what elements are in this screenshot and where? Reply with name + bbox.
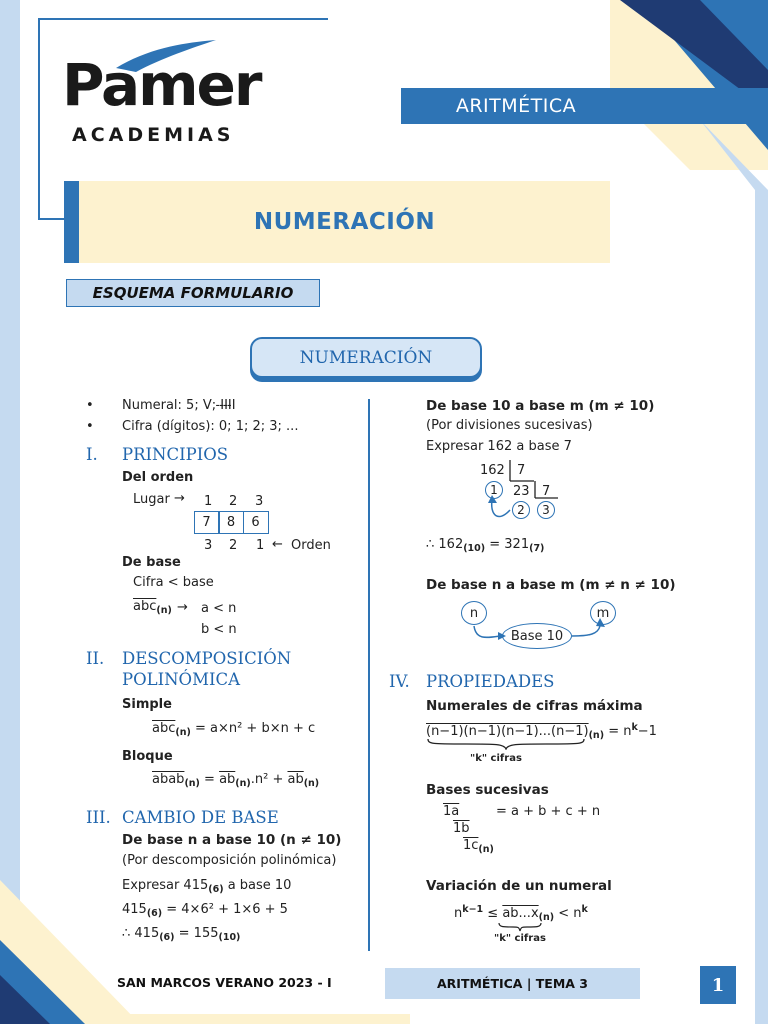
subheading: Variación de un numeral — [426, 878, 612, 894]
orden-label: Orden — [291, 538, 331, 553]
arrow-icon: → — [174, 491, 185, 506]
section-title: DESCOMPOSICIÓN — [122, 649, 292, 668]
subheading: Del orden — [122, 470, 194, 485]
section-num: I. — [86, 445, 98, 464]
note: (Por divisiones sucesivas) — [426, 418, 593, 433]
digit-cell: 8 — [218, 511, 244, 534]
subheading: Bloque — [122, 749, 173, 764]
bullet-cifra: Cifra (dígitos): 0; 1; 2; 3; ... — [122, 419, 299, 434]
oval-base10: Base 10 — [502, 623, 572, 649]
equation: $415_{(6)} = 4\times 6^2 + 1\times 6 + 5$ — [122, 902, 288, 919]
expresar-line: Expresar $415_{(6)}$ a base 10 — [122, 878, 292, 895]
equation: ∴ $415_{(6)} = 155_{(10)}$ — [122, 926, 241, 943]
condition: b < n — [201, 622, 237, 637]
remainder-circle: 2 — [512, 501, 530, 519]
div-num: 23 — [513, 484, 530, 499]
section-num: III. — [86, 808, 111, 827]
section-num: IV. — [389, 672, 410, 691]
subheading: Numerales de cifras máxima — [426, 698, 643, 714]
footer-right: ARITMÉTICA | TEMA 3 — [437, 976, 588, 991]
subheading: Bases sucesivas — [426, 782, 549, 798]
formula-simple: $\overline{abc}_{(n)} = a\times n^2 + b\times n + c$ — [152, 721, 316, 738]
digit-boxes — [195, 511, 269, 534]
lugar-val: 1 — [204, 494, 213, 509]
base-term: 1a — [443, 804, 460, 819]
page-number: 1 — [700, 966, 736, 1004]
result-line: ∴ $162_{(10)} = 321_{(7)}$ — [426, 537, 545, 554]
section-num: II. — [86, 649, 105, 668]
div-num: 7 — [542, 484, 551, 499]
abc-numeral: $\overline{abc}_{(n)}$ — [133, 599, 172, 616]
k-cifras-label: "k" cifras — [494, 933, 546, 944]
div-num: 7 — [517, 463, 526, 478]
base-term: $1c_{(n)}$ — [463, 838, 494, 855]
expresar-line: Expresar 162 a base 7 — [426, 439, 572, 454]
arrow-left-icon: ← — [272, 537, 283, 552]
column-divider — [368, 399, 370, 951]
div-num: 162 — [480, 463, 505, 478]
bullet-dot: • — [86, 419, 94, 434]
subheading: De base 10 a base m (m ≠ 10) — [426, 398, 655, 414]
brace-icon — [426, 738, 586, 750]
k-cifras-label: "k" cifras — [470, 753, 522, 764]
brace-icon — [497, 922, 543, 932]
schema-label: ESQUEMA FORMULARIO — [66, 279, 320, 307]
bases-rhs: = a + b + c + n — [496, 804, 601, 819]
bullet-numeral: Numeral: 5; V; ̵I̵I̵I̵I — [122, 398, 236, 413]
remainder-circle: 1 — [485, 481, 503, 499]
footer-right-box — [385, 968, 640, 999]
logo-sub: ACADEMIAS — [72, 124, 235, 146]
bullet-dot: • — [86, 398, 94, 413]
lugar-val: 3 — [255, 494, 264, 509]
center-pill: NUMERACIÓN — [250, 337, 482, 378]
formula-bloque: abab$_{(n)}$ = $\overline{ab}_{(n)}.n^2 + \overline{ab}_{(n)}$ — [152, 772, 320, 789]
formula-max: $(n-1)(n-1)(n-1)...(n-1)_{(n)} = n^k-1$ — [426, 722, 657, 741]
lugar-label: Lugar — [133, 492, 170, 507]
subject-label: ARITMÉTICA — [455, 95, 577, 117]
cifra-base: Cifra < base — [133, 575, 214, 590]
orden-val: 2 — [229, 538, 238, 553]
footer-left: SAN MARCOS VERANO 2023 - I — [117, 975, 332, 990]
lugar-val: 2 — [229, 494, 238, 509]
section-title: CAMBIO DE BASE — [122, 808, 279, 827]
section-title: POLINÓMICA — [122, 670, 241, 689]
subheading: De base n a base m (m ≠ n ≠ 10) — [426, 577, 676, 593]
note: (Por descomposición polinómica) — [122, 853, 337, 868]
digit-cell: 6 — [243, 511, 269, 534]
subheading: De base — [122, 555, 181, 570]
title-accent — [64, 181, 79, 263]
frame-line — [38, 18, 328, 20]
arrow-icon: → — [177, 600, 188, 615]
page-title: NUMERACIÓN — [253, 209, 436, 235]
subheading: Simple — [122, 697, 172, 712]
orden-val: 3 — [204, 538, 213, 553]
section-title: PROPIEDADES — [426, 672, 555, 691]
orden-val: 1 — [256, 538, 265, 553]
section-title: PRINCIPIOS — [122, 445, 229, 464]
oval-m: m — [590, 601, 616, 625]
oval-n: n — [461, 601, 487, 625]
formula-variacion: $n^{k-1} \le ab...x_{(n)} < n^k$ — [454, 904, 588, 923]
frame-line — [38, 18, 40, 220]
base-term: 1b — [453, 821, 470, 836]
digit-cell: 7 — [194, 511, 220, 534]
logo-name: Pamer — [62, 51, 261, 119]
subheading: De base n a base 10 (n ≠ 10) — [122, 832, 342, 848]
condition: a < n — [201, 601, 237, 616]
remainder-circle: 3 — [537, 501, 555, 519]
